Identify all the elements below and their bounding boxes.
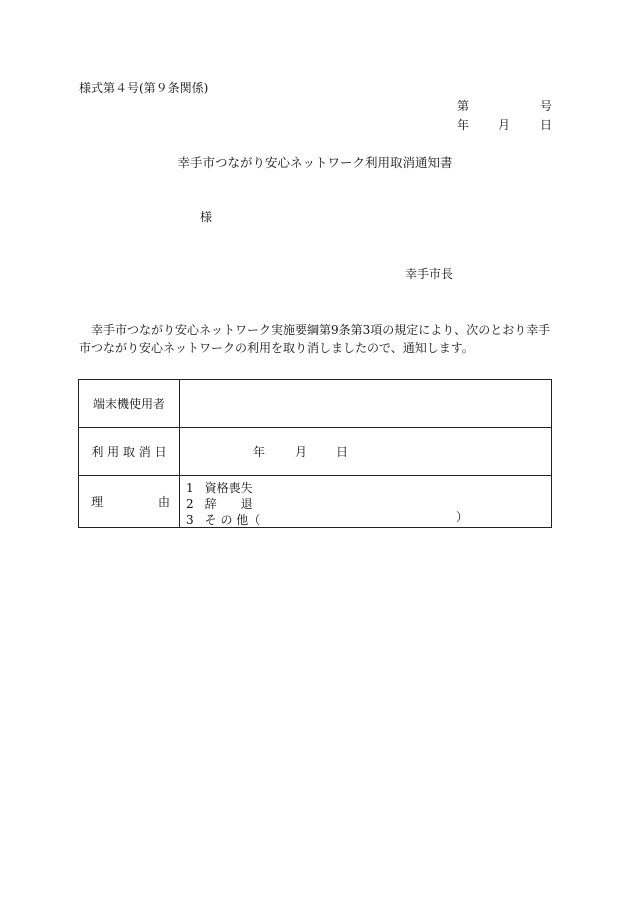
document-number <box>457 100 551 114</box>
doc-date-day: 日 <box>540 118 553 132</box>
value-terminal-user <box>180 380 552 428</box>
value-reason <box>180 476 552 528</box>
value-cancel-date <box>180 428 552 476</box>
recipient-honorific: 様 <box>200 210 213 224</box>
cancel-date-month: 月 <box>295 445 308 459</box>
document-date <box>457 119 551 133</box>
body-text-content: 幸手市つながり安心ネットワーク実施要綱第9条第3項の規定により、次のとおり幸手市つながり安心ネットワークの利用を取り消しましたので、通知します。 <box>79 323 551 355</box>
notice-table <box>78 379 552 528</box>
reason-number: 2 <box>186 497 194 511</box>
reason-option-1 <box>186 479 253 496</box>
reason-option-2 <box>186 495 253 512</box>
reason-number: 3 <box>186 513 194 527</box>
label-terminal-user: 端末機使用者 <box>79 380 180 428</box>
label-reason-right: 由 <box>158 495 171 509</box>
row-reason <box>79 476 552 528</box>
row-cancel-date <box>79 428 552 476</box>
label-reason <box>79 476 180 528</box>
reason-text: 辞 退 <box>204 497 253 511</box>
doc-number-suffix: 号 <box>540 99 553 113</box>
reason-other-close: ） <box>456 510 469 524</box>
label-reason-left: 理 <box>91 495 104 509</box>
body-text <box>79 321 551 357</box>
cancel-date-year: 年 <box>253 445 266 459</box>
reason-text: 資格喪失 <box>204 481 253 495</box>
cancel-date-day: 日 <box>336 445 349 459</box>
label-cancel-date: 利 用 取 消 日 <box>79 428 180 476</box>
reason-number: 1 <box>186 481 194 495</box>
row-terminal-user <box>79 380 552 428</box>
doc-date-year: 年 <box>457 118 470 132</box>
reason-option-3 <box>186 510 469 528</box>
issuer-name: 幸手市長 <box>405 267 454 281</box>
reason-text: そ の 他（ <box>204 513 261 527</box>
form-number: 様式第４号(第９条関係) <box>79 81 209 95</box>
document-title: 幸手市つながり安心ネットワーク利用取消通知書 <box>177 155 453 170</box>
doc-number-prefix: 第 <box>457 99 470 113</box>
doc-date-month: 月 <box>498 118 511 132</box>
